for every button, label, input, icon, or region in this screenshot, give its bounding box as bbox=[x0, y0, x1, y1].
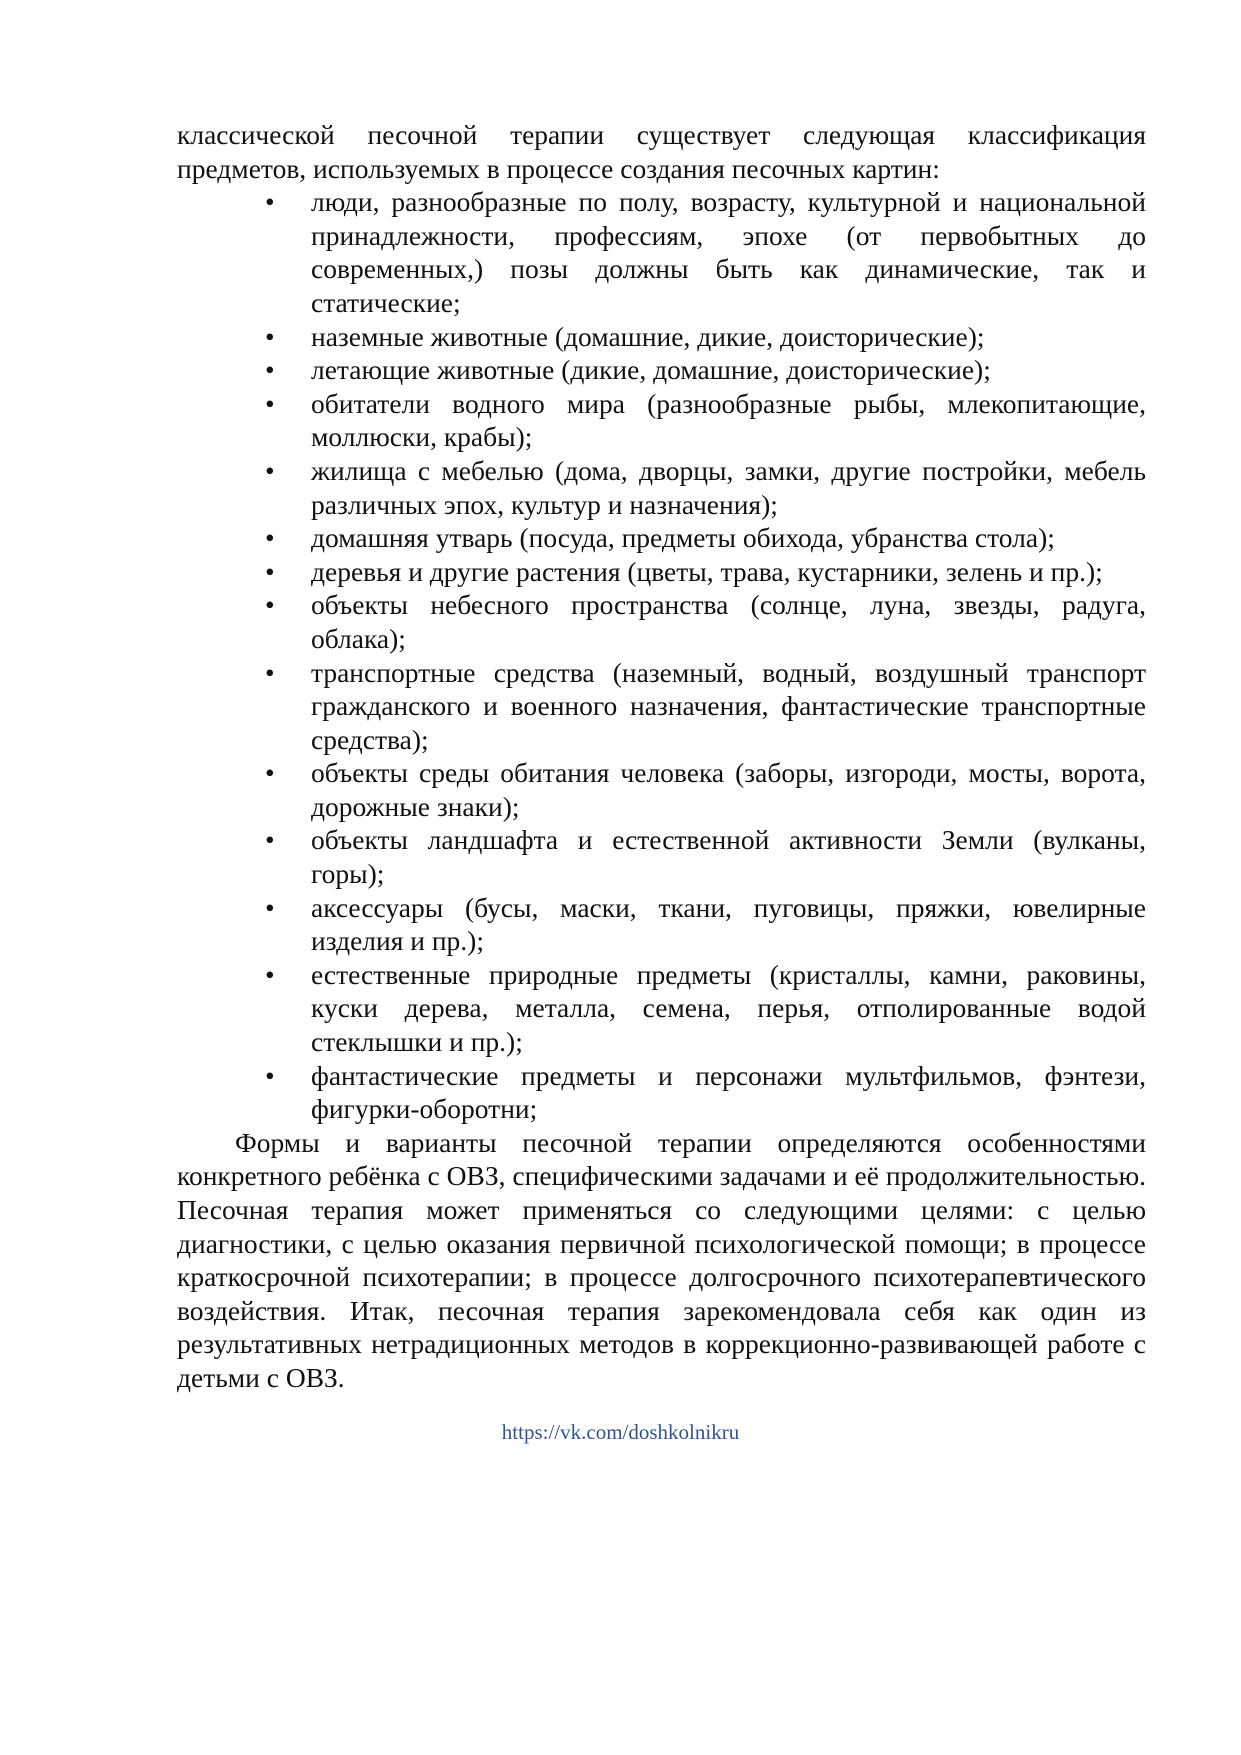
list-item bbox=[265, 387, 1146, 454]
list-item-text: объекты небесного пространства (солнце, луна, звезды, радуга, облака); bbox=[311, 589, 1146, 654]
bullet-icon: • bbox=[265, 454, 275, 486]
bullet-icon: • bbox=[265, 589, 275, 621]
list-item bbox=[265, 756, 1146, 823]
list-item bbox=[265, 656, 1146, 757]
list-item-text: деревья и другие растения (цветы, трава, кустарники, зелень и пр.); bbox=[311, 555, 1103, 587]
list-item bbox=[265, 320, 1146, 354]
bullet-icon: • bbox=[265, 522, 275, 554]
bullet-icon: • bbox=[265, 891, 275, 923]
list-item bbox=[265, 1059, 1146, 1126]
list-item bbox=[265, 958, 1146, 1059]
list-item bbox=[265, 891, 1146, 958]
bullet-icon: • bbox=[265, 824, 275, 856]
footer-link[interactable]: https://vk.com/doshkolnikru bbox=[501, 1420, 740, 1444]
document-page bbox=[177, 118, 1146, 1395]
list-item-text: обитатели водного мира (разнообразные рыбы, млекопитающие, моллюски, крабы); bbox=[311, 387, 1146, 453]
bullet-icon: • bbox=[265, 387, 275, 419]
list-item bbox=[265, 185, 1146, 319]
list-item-text: фантастические предметы и персонажи мультфильмов, фэнтези, фигурки-оборотни; bbox=[311, 1059, 1146, 1125]
bullet-icon: • bbox=[265, 757, 275, 789]
bullet-icon: • bbox=[265, 1059, 275, 1091]
intro-paragraph: классической песочной терапии существует следующая классификация предметов, используемых в процессе создания песочных картин: bbox=[177, 119, 1146, 184]
list-item-text: объекты ландшафта и естественной активности Земли (вулканы, горы); bbox=[311, 824, 1146, 890]
list-item-text: домашняя утварь (посуда, предметы обихода, убранства стола); bbox=[311, 522, 1055, 554]
classification-list bbox=[177, 185, 1146, 1126]
list-item bbox=[265, 353, 1146, 387]
bullet-icon: • bbox=[265, 354, 275, 386]
bullet-icon: • bbox=[265, 320, 275, 352]
list-item bbox=[265, 521, 1146, 555]
list-item-text: аксессуары (бусы, маски, ткани, пуговицы, пряжки, ювелирные изделия и пр.); bbox=[311, 891, 1146, 957]
bullet-icon: • bbox=[265, 958, 275, 990]
list-item-text: объекты среды обитания человека (заборы, изгороди, мосты, ворота, дорожные знаки); bbox=[311, 757, 1146, 822]
conclusion-paragraph: Формы и варианты песочной терапии определяются особенностями конкретного ребёнка с ОВЗ, специфическими задачами и её продолжительностью. Песочная терапия может применяться со следующими целями: с целью диагностики, с целью оказания первичной психологической помощи; в процессе краткосрочной психотерапии; в процессе долгосрочного психотерапевтического воздействия. Итак, песочная терапия зарекомендовала себя как один из результативных нетрадиционных методов в коррекционно-развивающей работе с детьми с ОВЗ. bbox=[177, 1126, 1146, 1393]
list-item-text: летающие животные (дикие, домашние, доисторические); bbox=[311, 354, 991, 386]
list-item bbox=[265, 454, 1146, 521]
list-item bbox=[265, 555, 1146, 589]
bullet-icon: • bbox=[265, 656, 275, 688]
list-item-text: транспортные средства (наземный, водный, воздушный транспорт гражданского и военного назначения, фантастические транспортные средства); bbox=[311, 656, 1146, 755]
list-item-text: наземные животные (домашние, дикие, доисторические); bbox=[311, 320, 985, 352]
bullet-icon: • bbox=[265, 555, 275, 587]
list-item bbox=[265, 823, 1146, 890]
list-item-text: жилища с мебелью (дома, дворцы, замки, другие постройки, мебель различных эпох, культур и назначения); bbox=[311, 454, 1146, 520]
list-item-text: естественные природные предметы (кристаллы, камни, раковины, куски дерева, металла, семена, перья, отполированные водой стеклышки и пр.); bbox=[311, 958, 1146, 1058]
list-item bbox=[265, 588, 1146, 655]
list-item-text: люди, разнообразные по полу, возрасту, культурной и национальной принадлежности, профессиям, эпохе (от первобытных до современных,) позы должны быть как динамические, так и статические; bbox=[311, 186, 1146, 318]
bullet-icon: • bbox=[265, 186, 275, 218]
